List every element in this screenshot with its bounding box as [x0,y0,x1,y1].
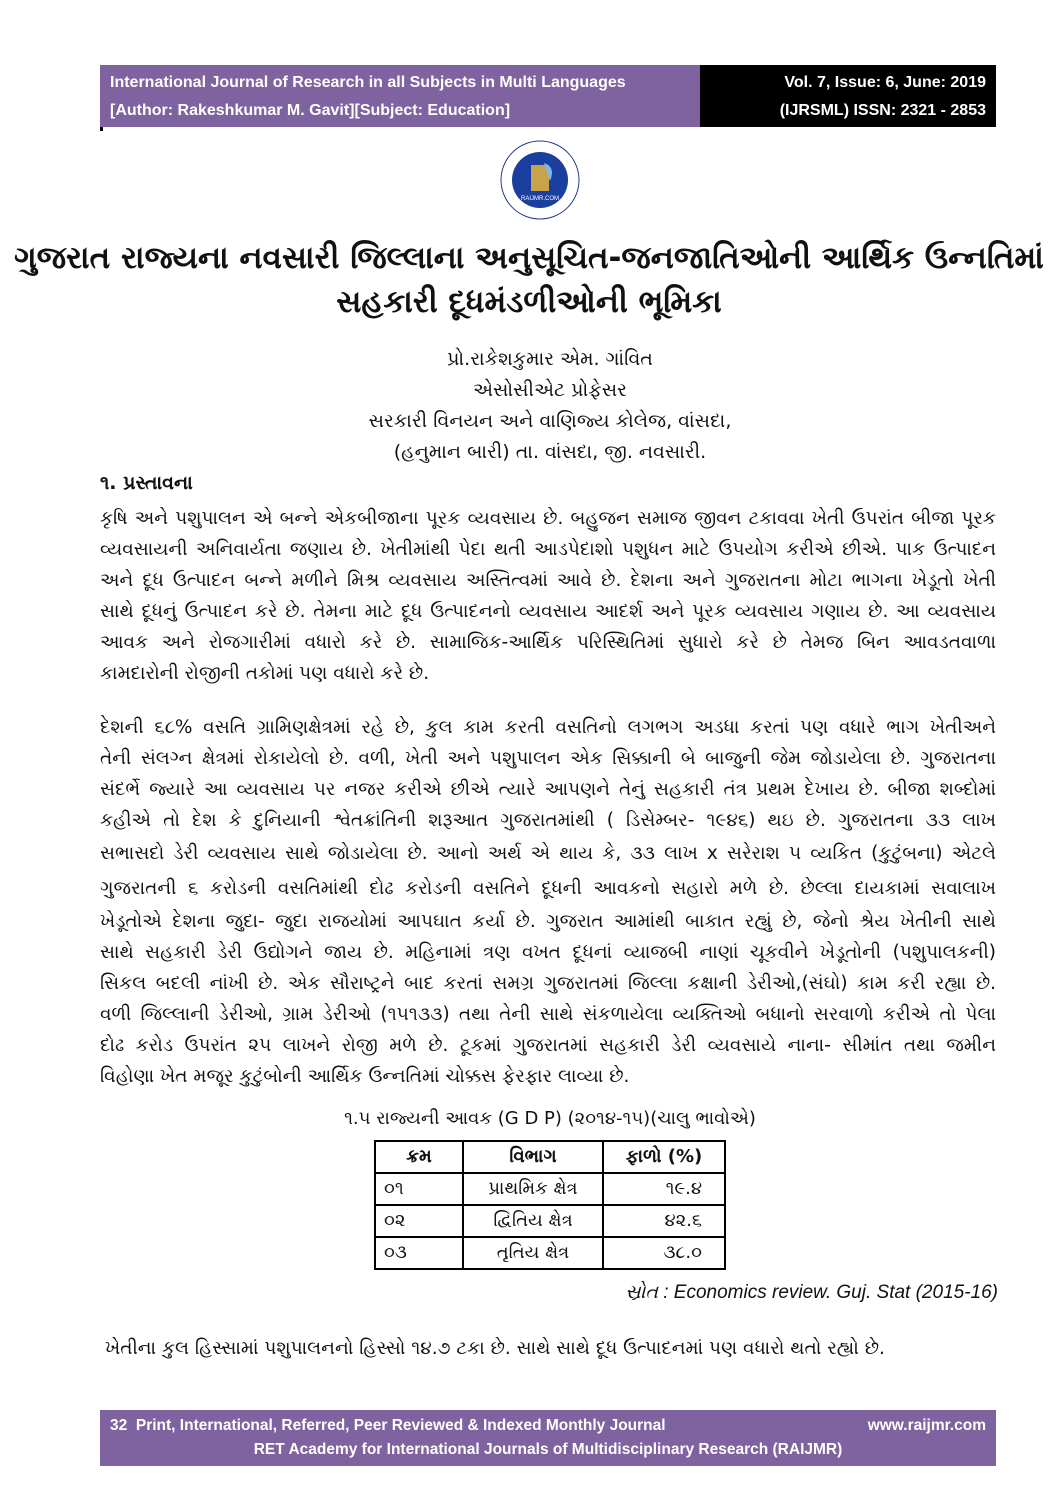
journal-header [100,65,700,127]
column-header: ક્રમ [375,1141,463,1173]
text-line: સિકલ બદલી નાંખી છે. એક સૌરાષ્ટ્રને બાદ કરતાં સમગ્ર ગુજરાતમાં જિલ્લા કક્ષાની ડેરીઓ,(સંઘો) કામ કરી રહ્યા છે. [100,973,996,994]
issn-info: (IJRSML) ISSN: 2321 - 2853 [779,102,986,119]
article-title-line2: સહકારી દૂધમંડળીઓની ભૂમિકા [336,284,722,320]
footer-url[interactable]: www.raijmr.com [867,1417,986,1434]
table-source [625,1280,998,1306]
section-heading: ૧. પ્રસ્તાવના [100,472,193,494]
text-line: કૃષિ અને પશુપાલન એ બન્ને એકબીજાના પૂરક વ્યવસાય છે. બહુજન સમાજ જીવન ટકાવવા ખેતી ઉપરાંત બીજા પૂરક [100,508,996,529]
footer-publisher: RET Academy for International Journals of Multidisciplinary Research (RAIJMR) [253,1441,843,1458]
table-row [375,1205,725,1237]
paragraph-1 [100,503,996,689]
gdp-table [374,1140,726,1270]
page-footer [100,1410,996,1466]
author-block [150,344,950,468]
author-designation: એસોસીએટ પ્રોફેસર [472,379,627,401]
footer-journal-type: Print, International, Referred, Peer Reviewed & Indexed Monthly Journal [135,1417,666,1434]
column-header: વિભાગ [463,1141,603,1173]
text-line: સંદર્ભે જ્યારે આ વ્યવસાય પર નજર કરીએ છીએ ત્યારે આપણને તેનું સહકારી તંત્ર પ્રથમ દેખાય છે. બીજા શબ્દોમાં [100,779,996,800]
text-line: વ્યવસાયની અનિવાર્યતા જણાય છે. ખેતીમાંથી પેદા થતી આડપેદાશો પશુધન માટે ઉપયોગ કરીએ છીએ. પાક ઉત્પાદન [100,539,996,560]
author-college: સરકારી વિનયન અને વાણિજ્ય કોલેજ, વાંસદા, [368,410,732,432]
source-text: : Economics review. Guj. Stat (2015-16) [657,1282,998,1303]
author-address: (હનુમાન બારી) તા. વાંસદા, જી. નવસારી. [393,441,707,463]
cell-serial: ૦૨ [375,1205,463,1237]
cell-sector: પ્રાથમિક ક્ષેત્ર [463,1173,603,1205]
text-line: સભાસદો ડેરી વ્યવસાય સાથે જોડાયેલા છે. આનો અર્થ એ થાય કે, ૩૩ લાખ x સરેરાશ ૫ વ્યકિત (કુટુંબના) એટલે [100,843,996,864]
paragraph-2 [100,712,996,1092]
logo-text: RAIJMR.COM [521,196,559,202]
journal-logo [500,137,580,227]
source-label: સ્રોત [625,1282,658,1303]
author-subject: [Author: Rakeshkumar M. Gavit][Subject: Education] [110,102,511,119]
text-line: દેશની ૬૮% વસતિ ગ્રામિણક્ષેત્રમાં રહે છે, કુલ કામ કરતી વસતિનો લગભગ અડધા કરતાં પણ વધારે ભાગ ખેતીઅને [100,717,996,738]
cell-share: ૧૯.૪ [603,1173,725,1205]
cell-share: ૪૨.૬ [603,1205,725,1237]
author-name: પ્રો.રાકેશકુમાર એમ. ગાંવિત [447,348,653,370]
volume-info: Vol. 7, Issue: 6, June: 2019 [784,74,986,91]
table-caption: ૧.૫ રાજ્યની આવક (G D P) (૨૦૧૪-૧૫)(ચાલુ ભાવોએ) [344,1108,756,1129]
issue-header [700,65,996,127]
cell-share: ૩૮.૦ [603,1237,725,1269]
table-row [375,1237,725,1269]
table-row [375,1173,725,1205]
page-number: 32 [110,1417,128,1434]
text-line: વિહોણા ખેત મજૂર કુટુંબોની આર્થિક ઉન્નતિમાં ચોક્કસ ફેરફાર લાવ્યા છે. [100,1066,630,1087]
text-line: આવક અને રોજગારીમાં વધારો કરે છે. સામાજિક-આર્થિક પરિસ્થિતિમાં સુધારો કરે છે તેમજ બિન આવડતવાળા [100,632,996,653]
text-line: તેની સંલગ્ન ક્ષેત્રમાં રોકાયેલો છે. વળી, ખેતી અને પશુપાલન એક સિક્કાની બે બાજુની જેમ જોડાયેલા છે. ગુજરાતના [100,748,996,769]
column-header: ફાળો (%) [603,1141,725,1173]
table-header-row [375,1141,725,1173]
cell-serial: ૦૧ [375,1173,463,1205]
text-line: કહીએ તો દેશ કે દુનિયાની શ્વેતક્રાંતિની શરૂઆત ગુજરાતમાંથી ( ડિસેમ્બર- ૧૯૪૬) થઇ છે. ગુજરાતના ૩૩ લાખ [100,810,996,831]
article-title [0,236,1058,324]
header-mark [100,127,103,131]
text-line: સાથે દૂધનું ઉત્પાદન કરે છે. તેમના માટે દૂધ ઉત્પાદનનો વ્યવસાય આદર્શ અને પૂરક વ્યવસાય ગણાય છે. આ વ્યવસાય [100,601,996,622]
text-line: દોઢ કરોડ ઉપરાંત ૨૫ લાખને રોજી મળે છે. ટૂકમાં ગુજરાતમાં સહકારી ડેરી વ્યવસાયે નાના- સીમાંત તથા જમીન [100,1035,996,1056]
cell-sector: દ્વિતિય ક્ષેત્ર [463,1205,603,1237]
text-line: ગુજરાતની ૬ કરોડની વસતિમાંથી દોઢ કરોડની વસતિને દૂધની આવકનો સહારો મળે છે. છેલ્લા દાયકામાં સવાલાખ [100,878,996,899]
text-line: અને દૂધ ઉત્પાદન બન્ને મળીને મિશ્ર વ્યવસાય અસ્તિત્વમાં આવે છે. દેશના અને ગુજરાતના મોટા ભાગના ખેડૂતો ખેતી [100,570,996,591]
text-line: કામદારોની રોજીની તકોમાં પણ વધારો કરે છે. [100,663,430,684]
journal-name: International Journal of Research in all Subjects in Multi Languages [110,74,626,91]
cell-serial: ૦૩ [375,1237,463,1269]
text-line: ખેડૂતોએ દેશના જુદા- જુદા રાજયોમાં આપઘાત કર્યા છે. ગુજરાત આમાંથી બાકાત રહ્યું છે, જેનો શ્રેય ખેતીની સાથે [100,911,996,932]
cell-sector: તૃતિય ક્ષેત્ર [463,1237,603,1269]
text-line: વળી જિલ્લાની ડેરીઓ, ગ્રામ ડેરીઓ (૧૫૧૩૩) તથા તેની સાથે સંકળાયેલા વ્યક્તિઓ બધાનો સરવાળો કરીએ તો પેલા [100,1004,996,1025]
text-line: સાથે સહકારી ડેરી ઉદ્યોગને જાય છે. મહિનામાં ત્રણ વખત દૂધનાં વ્યાજબી નાણાં ચૂકવીને ખેડૂતોની (પશુપાલકની) [100,942,996,963]
article-title-line1: ગુજરાત રાજ્યના નવસારી જિલ્લાના અનુસૂચિત-જનજાતિઓની આર્થિક ઉન્નતિમાં [14,240,1044,276]
closing-sentence: ખેતીના કુલ હિસ્સામાં પશુપાલનનો હિસ્સો ૧૪.૭ ટકા છે. સાથે સાથે દૂધ ઉત્પાદનમાં પણ વધારો થતો રહ્યો છે. [105,1338,885,1359]
